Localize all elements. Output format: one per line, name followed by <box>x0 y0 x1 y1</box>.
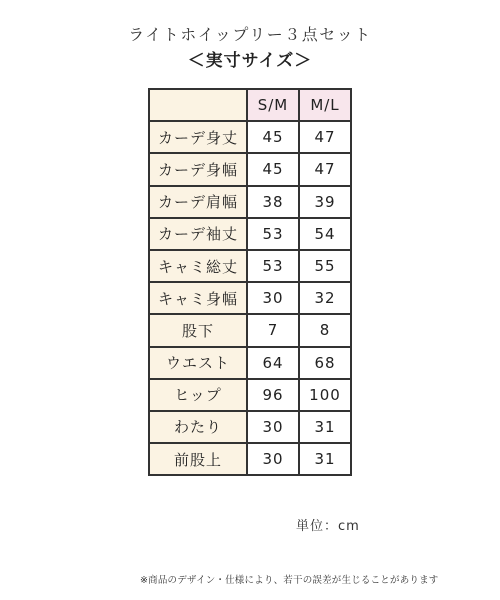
value-sm: 38 <box>247 186 299 218</box>
row-label: カーデ肩幅 <box>149 186 247 218</box>
value-sm: 45 <box>247 153 299 185</box>
value-ml: 55 <box>299 250 351 282</box>
value-sm: 96 <box>247 379 299 411</box>
value-sm: 7 <box>247 314 299 346</box>
page-subtitle: ＜実寸サイズ＞ <box>187 51 313 71</box>
disclaimer-note: ※商品のデザイン・仕様により、若干の誤差が生じることがあります <box>140 575 439 586</box>
table-row <box>149 314 351 346</box>
column-header-ml: M/L <box>299 89 351 121</box>
row-label: ウエスト <box>149 347 247 379</box>
table-row <box>149 153 351 185</box>
row-label: カーデ袖丈 <box>149 218 247 250</box>
row-label: わたり <box>149 411 247 443</box>
value-ml: 39 <box>299 186 351 218</box>
row-label: カーデ身幅 <box>149 153 247 185</box>
table-row <box>149 250 351 282</box>
value-ml: 68 <box>299 347 351 379</box>
value-ml: 31 <box>299 411 351 443</box>
value-ml: 32 <box>299 282 351 314</box>
value-ml: 100 <box>299 379 351 411</box>
table-row <box>149 121 351 153</box>
unit-label: 単位：cm <box>296 519 360 534</box>
value-sm: 30 <box>247 443 299 475</box>
row-label: 前股上 <box>149 443 247 475</box>
table-header-row <box>149 89 351 121</box>
page-title: ライトホイップリー３点セット <box>128 25 372 44</box>
table-row <box>149 282 351 314</box>
value-ml: 47 <box>299 153 351 185</box>
value-ml: 31 <box>299 443 351 475</box>
value-sm: 53 <box>247 250 299 282</box>
column-header-sm: S/M <box>247 89 299 121</box>
table-row <box>149 443 351 475</box>
value-sm: 53 <box>247 218 299 250</box>
table-corner-cell <box>149 89 247 121</box>
row-label: キャミ身幅 <box>149 282 247 314</box>
value-ml: 47 <box>299 121 351 153</box>
table-row <box>149 379 351 411</box>
value-sm: 64 <box>247 347 299 379</box>
table-row <box>149 347 351 379</box>
table-row <box>149 218 351 250</box>
value-sm: 30 <box>247 411 299 443</box>
value-sm: 45 <box>247 121 299 153</box>
value-sm: 30 <box>247 282 299 314</box>
size-table <box>148 88 352 476</box>
row-label: キャミ総丈 <box>149 250 247 282</box>
value-ml: 8 <box>299 314 351 346</box>
row-label: ヒップ <box>149 379 247 411</box>
row-label: カーデ身丈 <box>149 121 247 153</box>
value-ml: 54 <box>299 218 351 250</box>
table-row <box>149 186 351 218</box>
table-row <box>149 411 351 443</box>
row-label: 股下 <box>149 314 247 346</box>
